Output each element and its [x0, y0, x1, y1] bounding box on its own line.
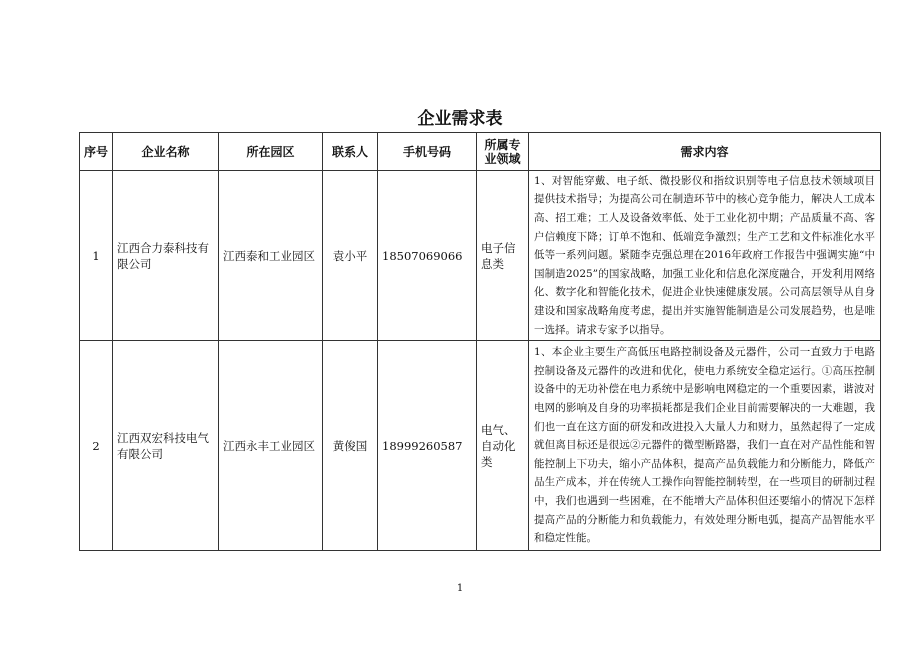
header-index: 序号: [80, 133, 113, 171]
field-name: 电子信息类: [477, 171, 529, 341]
header-needs: 需求内容: [529, 133, 881, 171]
company-name: 江西合力泰科技有限公司: [113, 171, 219, 341]
header-contact: 联系人: [323, 133, 378, 171]
needs-content: 1、本企业主要生产高低压电路控制设备及元器件，公司一直致力于电路控制设备及元器件的改进和优化，使电力系统安全稳定运行。①高压控制设备中的无功补偿在电力系统中是影响电网稳定的一个重要因素，谐波对电网的影响及自身的功率损耗都是我们企业目前需要解决的一大难题，我们也一直在这方面的研发和改进投入大量人力和财力，虽然起得了一定成就但离目标还是很远②元器件的微型断路器，我们一直在对产品性能和智能控制上下功夫，缩小产品体积，提高产品负载能力和分断能力，降低产品生产成本，并在传统人工操作向智能控制转型，在一些项目的研制过程中，我们也遇到一些困难，在不能增大产品体积但还要缩小的情况下怎样提高产品的分断能力和负载能力，有效处理分断电弧，提高产品智能水平和稳定性能。: [529, 341, 881, 551]
contact-name: 袁小平: [323, 171, 378, 341]
header-company: 企业名称: [113, 133, 219, 171]
row-index: 1: [80, 171, 113, 341]
park-name: 江西永丰工业园区: [219, 341, 323, 551]
row-index: 2: [80, 341, 113, 551]
phone-number: 18507069066: [378, 171, 477, 341]
park-name: 江西泰和工业园区: [219, 171, 323, 341]
company-name: 江西双宏科技电气有限公司: [113, 341, 219, 551]
header-park: 所在园区: [219, 133, 323, 171]
contact-name: 黄俊国: [323, 341, 378, 551]
header-field: 所属专业领域: [477, 133, 529, 171]
table-row: [80, 341, 881, 551]
page-number: 1: [456, 583, 464, 594]
page-title: 企业需求表: [417, 109, 503, 129]
header-phone: 手机号码: [378, 133, 477, 171]
field-name: 电气、自动化类: [477, 341, 529, 551]
phone-number: 18999260587: [378, 341, 477, 551]
needs-content: 1、对智能穿戴、电子纸、微投影仪和指纹识别等电子信息技术领域项目提供技术指导；为提高公司在制造环节中的核心竞争能力，解决人工成本高、招工难；工人及设备效率低、处于工业化初中期；产品质量不高、客户信赖度下降；订单不饱和、低端竞争激烈；生产工艺和文件标准化水平低等一系列问题。紧随李克强总理在2016年政府工作报告中强调实施“中国制造2025”的国家战略，加强工业化和信息化深度融合，开发利用网络化、数字化和智能化技术，促进企业快速健康发展。公司高层领导从自身建设和国家战略角度考虑，提出并实施智能制造是公司发展趋势，也是唯一选择。请求专家予以指导。: [529, 171, 881, 341]
table-row: [80, 171, 881, 341]
header-row: [80, 133, 881, 171]
requirements-table: [79, 132, 881, 551]
